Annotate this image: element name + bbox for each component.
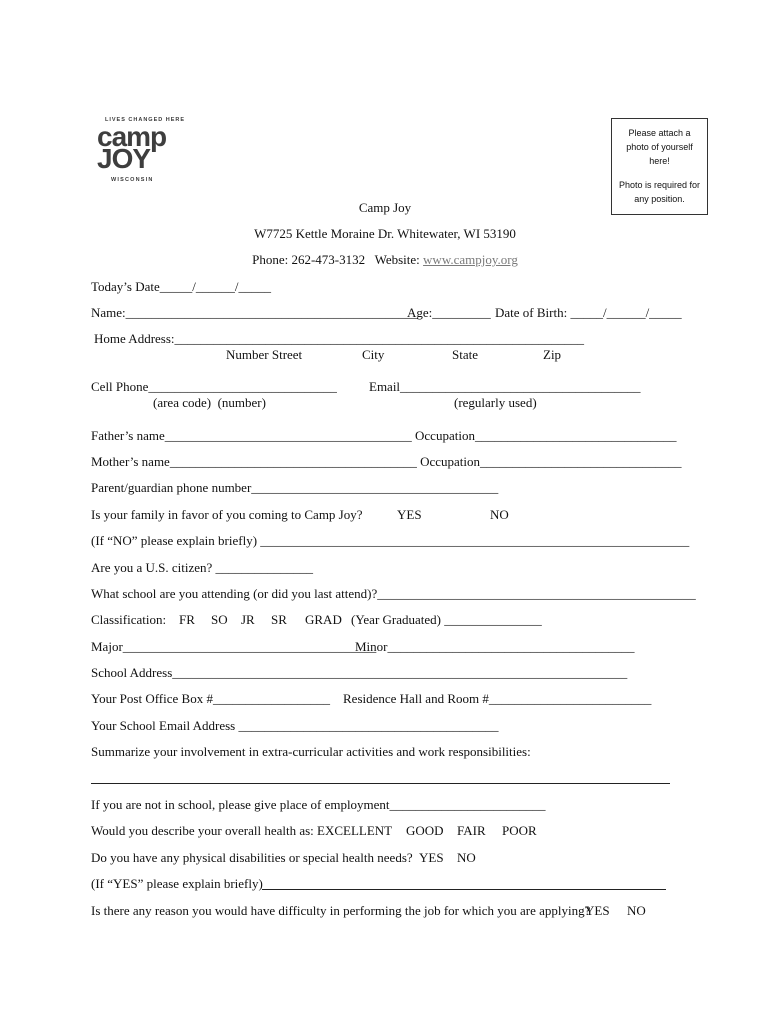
addr-label-number-street: Number Street [226,347,303,362]
major-field[interactable]: Major_______________________________________ [91,639,377,654]
classification-label: Classification: [91,612,167,627]
email-field[interactable]: Email_____________________________________ [369,379,641,394]
po-box-field[interactable]: Your Post Office Box #__________________ [91,691,330,706]
org-phone: Phone: 262-473-3132 Website: [252,252,424,267]
residence-hall-field[interactable]: Residence Hall and Room #_________________________ [343,691,652,706]
photo-instruction: Please attach a photo of yourself here! [626,128,693,166]
todays-date-field[interactable]: Today’s Date_____/______/_____ [91,279,271,294]
disabilities-no[interactable]: NO [457,850,476,865]
activities-answer-line[interactable] [91,783,670,784]
health-fair-option[interactable]: FAIR [457,823,486,838]
mother-field[interactable]: Mother’s name______________________________________ Occupation_______________________________ [91,454,682,469]
health-good-option[interactable]: GOOD [406,823,444,838]
school-email-field[interactable]: Your School Email Address ________________________________________ [91,718,499,733]
disabilities-yes[interactable]: YES [419,850,444,865]
email-sublabel: (regularly used) [454,395,537,410]
class-so-option[interactable]: SO [211,612,228,627]
class-sr-option[interactable]: SR [271,612,287,627]
dob-field[interactable]: Date of Birth: _____/______/_____ [495,305,682,320]
org-contact [0,253,770,266]
employment-field[interactable]: If you are not in school, please give place of employment________________________ [91,797,546,812]
logo-word-camp: camp [97,121,167,152]
logo-region: WISCONSIN [111,177,154,183]
health-excellent-option[interactable]: EXCELLENT [317,823,393,838]
father-field[interactable]: Father’s name______________________________________ Occupation_______________________________ [91,428,677,443]
org-name: Camp Joy [358,200,412,215]
addr-label-zip: Zip [543,347,562,362]
if-yes-label: (If “YES” please explain briefly) [91,876,263,891]
addr-label-state: State [452,347,478,362]
class-fr-option[interactable]: FR [179,612,195,627]
cell-phone-field[interactable]: Cell Phone_____________________________ [91,379,337,394]
photo-required-note: Photo is required for any position. [618,180,701,204]
home-address-field[interactable]: Home Address:_______________________________________________________________ [94,331,585,346]
logo-word-joy: JOY [97,143,151,174]
addr-label-city: City [362,347,385,362]
family-favor-yes[interactable]: YES [397,507,422,522]
age-field[interactable]: Age:_________ [407,305,491,320]
year-graduated-field[interactable]: (Year Graduated) _______________ [351,612,542,627]
minor-field[interactable]: Minor______________________________________ [355,639,635,654]
website-link[interactable]: www.campjoy.org [423,252,518,267]
school-address-field[interactable]: School Address______________________________________________________________________ [91,665,628,680]
family-favor-question: Is your family in favor of you coming to Camp Joy? [91,507,363,522]
name-field[interactable]: Name:_____________________________________________ [91,305,419,320]
class-jr-option[interactable]: JR [241,612,255,627]
health-question: Would you describe your overall health as: [91,823,314,838]
health-poor-option[interactable]: POOR [502,823,537,838]
class-grad-option[interactable]: GRAD [305,612,342,627]
citizen-field[interactable]: Are you a U.S. citizen? _______________ [91,560,314,575]
job-difficulty-no[interactable]: NO [627,903,646,918]
family-favor-no[interactable]: NO [490,507,509,522]
if-yes-answer-line[interactable] [262,889,666,890]
camp-joy-logo [97,117,193,185]
disabilities-question: Do you have any physical disabilities or special health needs? [91,850,413,865]
if-no-explain-field[interactable]: (If “NO” please explain briefly) __________________________________________________________________ [91,533,690,548]
activities-question: Summarize your involvement in extra-curricular activities and work responsibilities: [91,744,531,759]
logo-tagline: LIVES CHANGED HERE [105,117,186,123]
job-difficulty-yes[interactable]: YES [585,903,610,918]
cell-phone-sublabel: (area code) (number) [153,395,266,410]
job-difficulty-question: Is there any reason you would have difficulty in performing the job for which you are applying? [91,903,591,918]
org-address: W7725 Kettle Moraine Dr. Whitewater, WI 53190 [254,226,516,241]
guardian-phone-field[interactable]: Parent/guardian phone number______________________________________ [91,480,499,495]
school-field[interactable]: What school are you attending (or did you last attend)?_________________________________________________ [91,586,696,601]
